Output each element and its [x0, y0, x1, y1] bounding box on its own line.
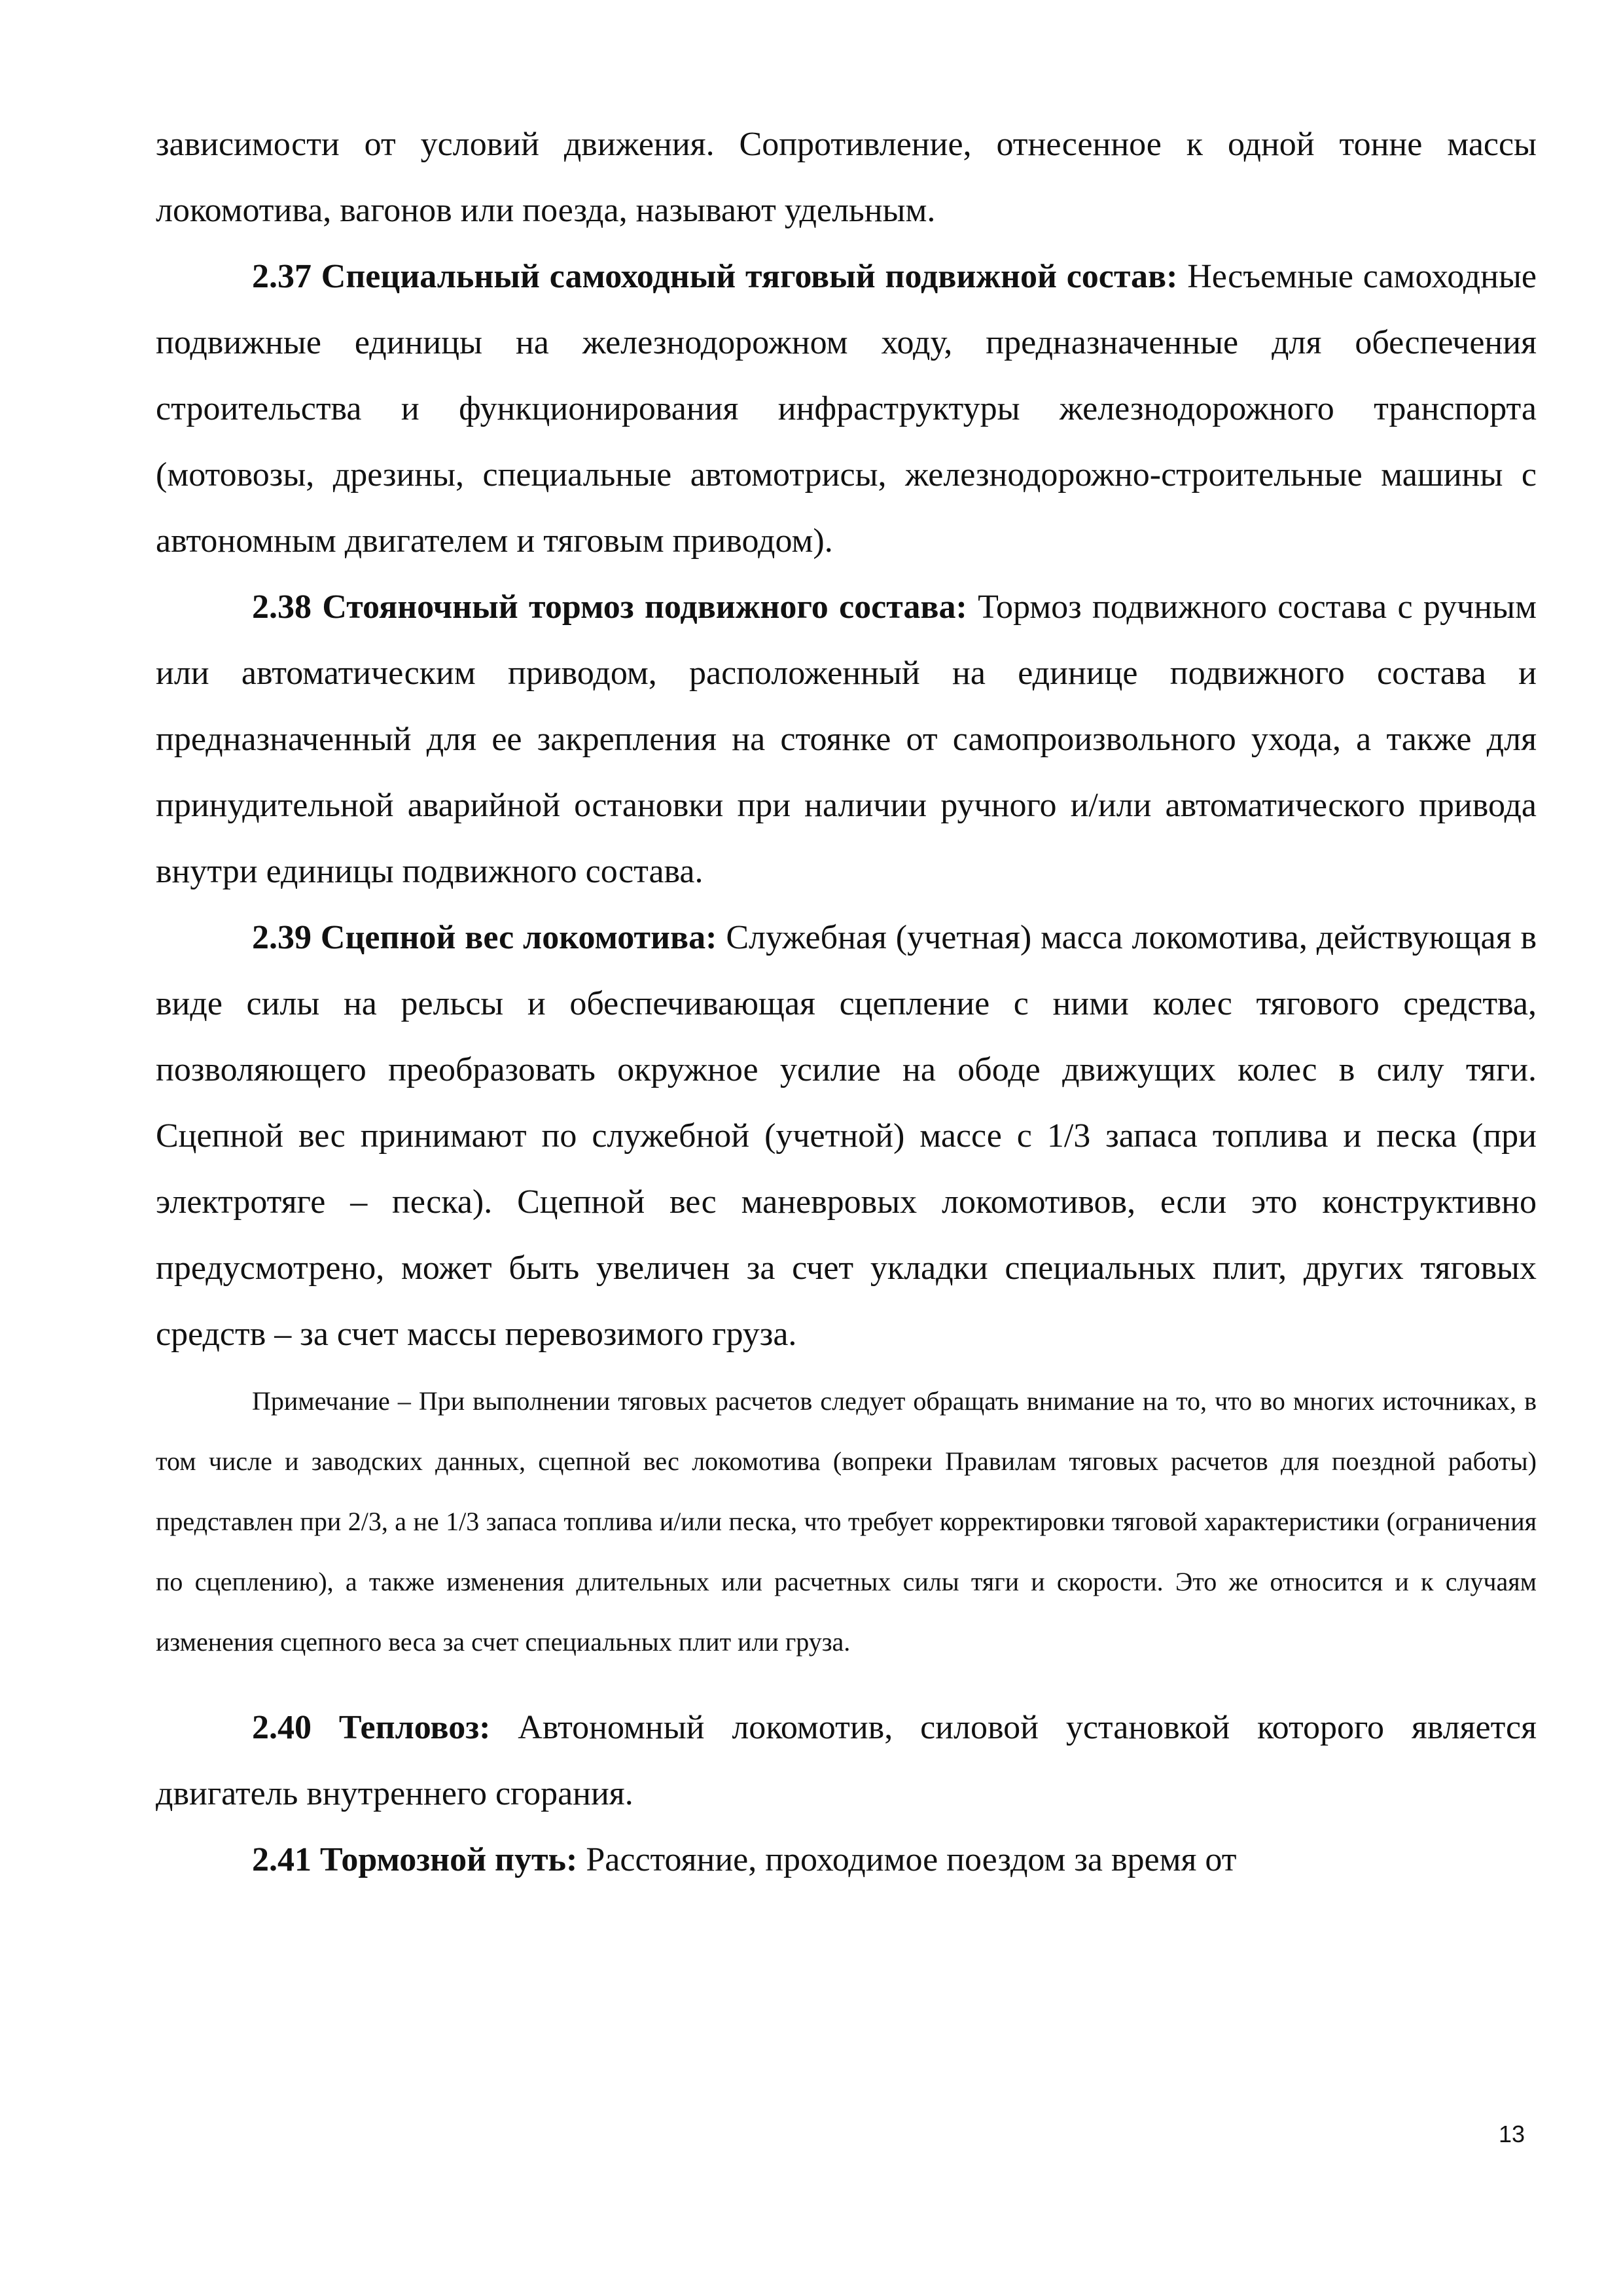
term-2-40: 2.40 Тепловоз:: [252, 1709, 491, 1746]
definition-text-2-39: Служебная (учетная) масса локомотива, действующая в виде силы на рельсы и обеспечивающая сцепление с ними колес тягового средства, позволяющего преобразовать окружное усилие на ободе движущих колес в силу тяги. Сцепной вес принимают по служебной (учетной) массе с 1/3 запаса топлива и песка (при электротяге – песка). Сцепной вес маневровых локомотивов, если это конструктивно предусмотрено, может быть увеличен за счет укладки специальных плит, других тяговых средств – за счет массы перевозимого груза.: [156, 919, 1537, 1353]
definition-2-38: [156, 574, 1537, 905]
term-2-38: 2.38 Стояночный тормоз подвижного состава:: [252, 588, 967, 626]
document-page: [156, 111, 1537, 1893]
definition-text-2-41: Расстояние, проходимое поездом за время от: [577, 1841, 1237, 1878]
note-paragraph: Примечание – При выполнении тяговых расчетов следует обращать внимание на то, что во многих источниках, в том числе и заводских данных, сцепной вес локомотива (вопреки Правилам тяговых расчетов для поездной работы) представлен при 2/3, а не 1/3 запаса топлива и/или песка, что требует корректировки тяговой характеристики (ограничения по сцеплению), а также изменения длительных или расчетных силы тяги и скорости. Это же относится и к случаям изменения сцепного веса за счет специальных плит или груза.: [156, 1386, 1537, 1657]
definition-text-2-40: Автономный локомотив, силовой установкой которого является двигатель внутреннего сгорания.: [156, 1709, 1537, 1812]
definition-text-2-37: Несъемные самоходные подвижные единицы на железнодорожном ходу, предназначенные для обеспечения строительства и функционирования инфраструктуры железнодорожного транспорта (мотовозы, дрезины, специальные автомотрисы, железнодорожно-строительные машины с автономным двигателем и тяговым приводом).: [156, 258, 1537, 560]
term-2-39: 2.39 Сцепной вес локомотива:: [252, 919, 717, 956]
paragraph-continuation: зависимости от условий движения. Сопротивление, отнесенное к одной тонне массы локомотива, вагонов или поезда, называют удельным.: [156, 126, 1537, 229]
definition-2-41: [156, 1827, 1537, 1893]
definition-2-40: [156, 1695, 1537, 1827]
term-2-41: 2.41 Тормозной путь:: [252, 1841, 578, 1878]
definition-2-39: [156, 905, 1537, 1367]
definition-text-2-38: Тормоз подвижного состава с ручным или автоматическим приводом, расположенный на единице подвижного состава и предназначенный для ее закрепления на стоянке от самопроизвольного ухода, а также для принудительной аварийной остановки при наличии ручного и/или автоматического привода внутри единицы подвижного состава.: [156, 588, 1537, 890]
page-number: 13: [1499, 2121, 1525, 2147]
term-2-37: 2.37 Специальный самоходный тяговый подвижной состав:: [252, 258, 1178, 295]
definition-2-37: [156, 243, 1537, 574]
